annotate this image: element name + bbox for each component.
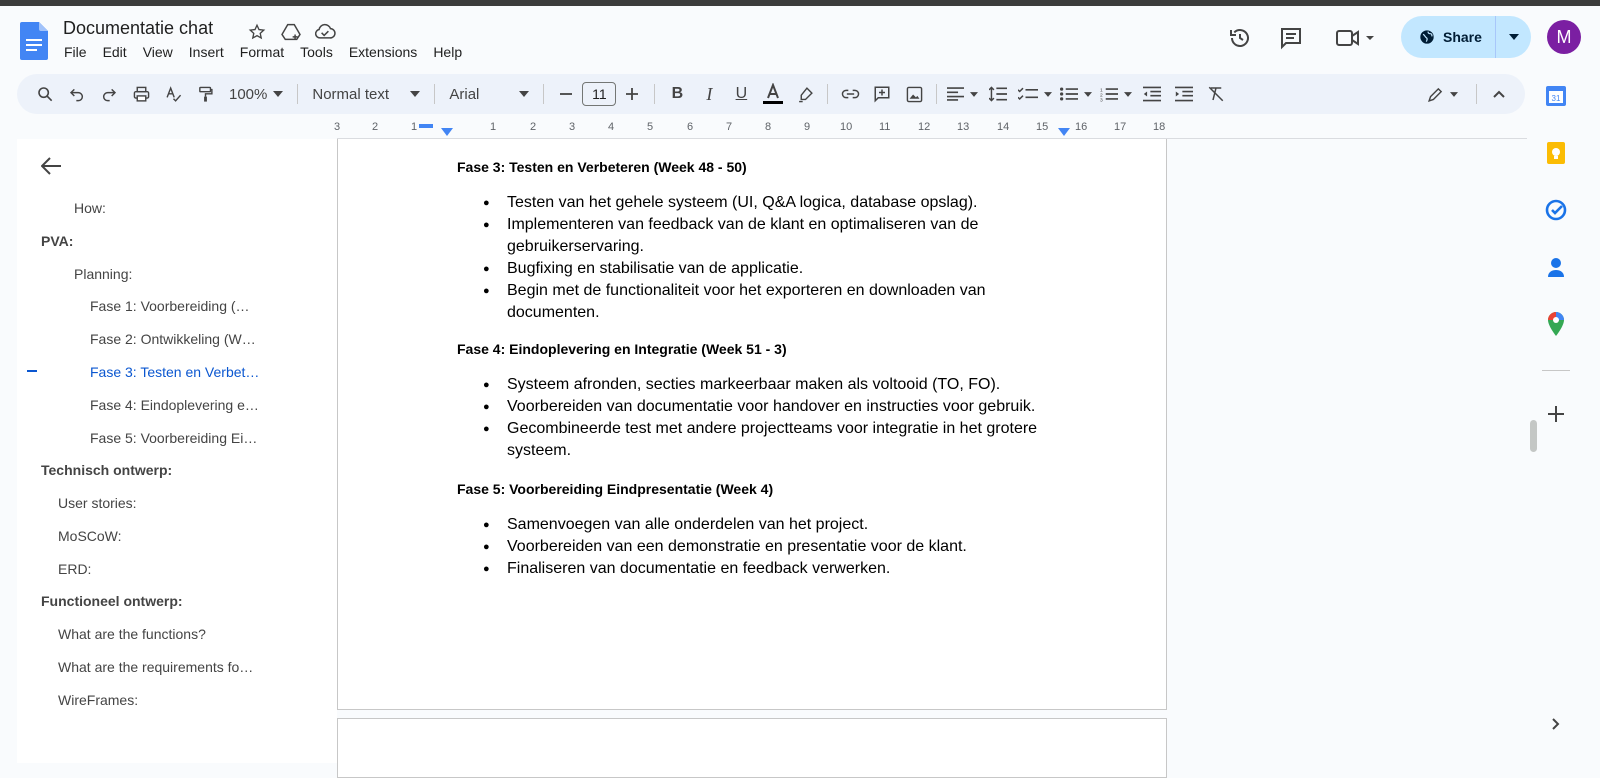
menu-tools[interactable]: Tools xyxy=(300,44,333,60)
chevron-down-icon xyxy=(273,91,283,97)
underline-icon[interactable]: U xyxy=(735,85,748,102)
chevron-down-icon xyxy=(970,92,978,97)
toolbar-divider xyxy=(297,84,298,104)
increase-indent-icon[interactable] xyxy=(1168,78,1200,110)
add-comment-icon[interactable] xyxy=(866,78,898,110)
ruler-tick-label: 2 xyxy=(372,121,379,133)
decrease-font-size-icon[interactable] xyxy=(550,78,582,110)
editing-mode-select[interactable] xyxy=(1423,78,1462,110)
star-icon[interactable] xyxy=(245,20,269,44)
list-item: ● Implementeren van feedback van de klant en optimaliseren van de gebruikerservaring. xyxy=(457,214,1057,258)
ruler-tick-label: 15 xyxy=(1036,121,1049,133)
insert-image-icon[interactable] xyxy=(898,78,930,110)
zoom-value: 100% xyxy=(229,85,268,103)
outline-item[interactable]: Fase 5: Voorbereiding Ei… xyxy=(90,430,258,446)
left-indent-marker[interactable] xyxy=(441,128,453,136)
version-history-icon[interactable] xyxy=(1220,18,1260,58)
line-spacing-icon[interactable] xyxy=(982,78,1014,110)
font-size-input[interactable]: 11 xyxy=(582,82,616,106)
list-item: ● Testen van het gehele systeem (UI, Q&A logica, database opslag). xyxy=(457,192,1057,214)
ruler-tick-label: 10 xyxy=(840,121,853,133)
ruler-tick-label: 1 xyxy=(411,121,418,133)
horizontal-ruler[interactable] xyxy=(334,121,1167,139)
toolbar-divider xyxy=(543,84,544,104)
header xyxy=(0,6,1600,68)
bulleted-list-icon xyxy=(1060,87,1078,101)
maps-icon[interactable] xyxy=(1544,312,1568,336)
document-outline xyxy=(17,139,337,763)
docs-logo-icon[interactable] xyxy=(20,22,48,60)
outline-item-active[interactable]: Fase 3: Testen en Verbet… xyxy=(90,364,260,380)
print-icon[interactable] xyxy=(125,78,157,110)
ruler-tick-label: 2 xyxy=(530,121,537,133)
menu-help[interactable]: Help xyxy=(433,44,463,60)
document-title[interactable]: Documentatie chat xyxy=(63,18,214,38)
outline-item[interactable]: MoSCoW: xyxy=(58,528,122,544)
font-select[interactable] xyxy=(441,78,537,110)
outline-item[interactable]: User stories: xyxy=(58,495,137,511)
meet-icon[interactable] xyxy=(1330,18,1380,58)
share-dropdown-icon[interactable] xyxy=(1496,34,1531,40)
outline-item[interactable]: Fase 4: Eindoplevering e… xyxy=(90,397,259,413)
outline-item[interactable]: What are the requirements fo… xyxy=(58,659,254,675)
share-label: Share xyxy=(1443,29,1482,45)
spellcheck-icon[interactable] xyxy=(157,78,189,110)
list-item: ● Voorbereiden van een demonstratie en presentatie voor de klant. xyxy=(457,536,1057,558)
svg-text:3: 3 xyxy=(1100,98,1104,102)
show-side-panel-icon[interactable] xyxy=(1544,712,1568,736)
list-item: ● Begin met de functionaliteit voor het exporteren en downloaden van documenten. xyxy=(457,280,1057,324)
get-add-ons-icon[interactable] xyxy=(1544,402,1568,426)
outline-item[interactable]: PVA: xyxy=(41,233,74,249)
ruler-tick-label: 3 xyxy=(334,121,341,133)
first-line-indent-marker[interactable] xyxy=(419,124,433,128)
menu-format[interactable]: Format xyxy=(239,44,285,60)
outline-item[interactable]: Technisch ontwerp: xyxy=(41,462,173,478)
close-outline-icon[interactable] xyxy=(41,157,61,180)
numbered-list-select[interactable] xyxy=(1096,78,1136,110)
zoom-select[interactable] xyxy=(221,78,291,110)
ruler-tick-label: 11 xyxy=(879,121,891,133)
undo-icon[interactable] xyxy=(61,78,93,110)
section-heading: Fase 3: Testen en Verbeteren (Week 48 - 50) xyxy=(457,159,747,175)
menu-insert[interactable]: Insert xyxy=(188,44,224,60)
outline-item[interactable]: Fase 1: Voorbereiding (… xyxy=(90,298,250,314)
ruler-tick-label: 17 xyxy=(1114,121,1127,133)
share-button[interactable] xyxy=(1401,16,1531,58)
right-indent-marker[interactable] xyxy=(1058,128,1070,136)
outline-item[interactable]: What are the functions? xyxy=(58,626,206,642)
outline-item[interactable]: ERD: xyxy=(58,561,92,577)
active-outline-marker xyxy=(27,370,37,372)
paint-format-icon[interactable] xyxy=(189,78,221,110)
svg-text:2: 2 xyxy=(1100,93,1104,99)
font-value: Arial xyxy=(449,85,480,103)
redo-icon[interactable] xyxy=(93,78,125,110)
comments-icon[interactable] xyxy=(1271,18,1311,58)
section-heading: Fase 4: Eindoplevering en Integratie (Week 51 - 3) xyxy=(457,341,787,357)
svg-text:31: 31 xyxy=(1551,94,1561,103)
checklist-icon xyxy=(1018,87,1038,101)
document-page[interactable] xyxy=(337,139,1167,710)
style-value: Normal text xyxy=(312,85,390,103)
italic-icon[interactable]: I xyxy=(706,83,713,104)
chevron-down-icon xyxy=(1450,92,1458,97)
pencil-icon xyxy=(1427,86,1444,103)
outline-item[interactable]: Planning: xyxy=(74,266,133,282)
align-left-icon xyxy=(947,87,964,101)
bold-icon[interactable]: B xyxy=(671,85,684,102)
bullet-list xyxy=(457,192,1057,324)
increase-font-size-icon[interactable] xyxy=(616,78,648,110)
collapse-menus-icon[interactable] xyxy=(1483,78,1515,110)
outline-item[interactable]: Fase 2: Ontwikkeling (W… xyxy=(90,331,256,347)
decrease-indent-icon[interactable] xyxy=(1136,78,1168,110)
menu-file[interactable]: File xyxy=(64,44,87,60)
bullet-list xyxy=(457,374,1057,462)
side-panel-divider xyxy=(1542,370,1570,371)
toolbar xyxy=(17,74,1525,114)
toolbar-divider xyxy=(434,84,435,104)
ruler-tick-label: 9 xyxy=(804,121,811,133)
chevron-down-icon xyxy=(1124,92,1132,97)
calendar-icon[interactable] xyxy=(1544,84,1568,108)
numbered-list-icon xyxy=(1100,86,1118,102)
bulleted-list-select[interactable] xyxy=(1056,78,1096,110)
highlight-icon[interactable] xyxy=(789,78,821,110)
move-to-drive-icon[interactable] xyxy=(279,20,303,44)
bullet-list xyxy=(457,514,1057,580)
ruler-tick-label: 14 xyxy=(997,121,1010,133)
outline-item[interactable]: How: xyxy=(74,200,106,216)
toolbar-divider xyxy=(936,84,937,104)
cloud-saved-icon[interactable] xyxy=(313,20,337,44)
ruler-tick-label: 13 xyxy=(957,121,970,133)
outline-item[interactable]: WireFrames: xyxy=(58,692,139,708)
list-item: ● Gecombineerde test met andere projectteams voor integratie in het grotere systeem. xyxy=(457,418,1057,462)
contacts-icon[interactable] xyxy=(1544,255,1568,279)
ruler-tick-label: 16 xyxy=(1075,121,1088,133)
ruler-tick-label: 6 xyxy=(687,121,694,133)
link-icon[interactable] xyxy=(834,78,866,110)
menu-view[interactable]: View xyxy=(142,44,173,60)
ruler-tick-label: 7 xyxy=(726,121,733,133)
toolbar-divider xyxy=(827,84,828,104)
clear-formatting-icon[interactable] xyxy=(1200,78,1232,110)
side-panel xyxy=(1530,78,1600,763)
chevron-down-icon xyxy=(410,91,420,97)
svg-text:1: 1 xyxy=(1100,88,1104,94)
style-select[interactable] xyxy=(304,78,428,110)
ruler-tick-label: 18 xyxy=(1153,121,1166,133)
align-select[interactable] xyxy=(943,78,982,110)
chevron-down-icon xyxy=(1044,92,1052,97)
ruler-tick-label: 3 xyxy=(569,121,576,133)
toolbar-divider xyxy=(654,84,655,104)
list-item: ● Samenvoegen van alle onderdelen van het project. xyxy=(457,514,1057,536)
list-item: ● Bugfixing en stabilisatie van de applicatie. xyxy=(457,258,1057,280)
ruler-tick-label: 8 xyxy=(765,121,772,133)
list-item: ● Voorbereiden van documentatie voor handover en instructies voor gebruik. xyxy=(457,396,1057,418)
outline-item[interactable]: Functioneel ontwerp: xyxy=(41,593,183,609)
checklist-select[interactable] xyxy=(1014,78,1056,110)
section-heading: Fase 5: Voorbereiding Eindpresentatie (Week 4) xyxy=(457,481,774,497)
search-menus-icon[interactable] xyxy=(29,78,61,110)
chevron-down-icon xyxy=(519,91,529,97)
keep-icon[interactable] xyxy=(1544,141,1568,165)
toolbar-divider xyxy=(1476,84,1477,104)
text-color-icon[interactable] xyxy=(757,78,789,110)
list-item: ● Finaliseren van documentatie en feedback verwerken. xyxy=(457,558,1057,580)
ruler-tick-label: 5 xyxy=(647,121,654,133)
ruler-tick-label: 12 xyxy=(918,121,931,133)
menu-edit[interactable]: Edit xyxy=(102,44,127,60)
globe-icon xyxy=(1419,29,1435,45)
ruler-tick-label: 1 xyxy=(490,121,497,133)
tasks-icon[interactable] xyxy=(1544,198,1568,222)
chevron-down-icon xyxy=(1084,92,1092,97)
avatar[interactable]: M xyxy=(1547,20,1581,54)
next-document-page[interactable] xyxy=(337,718,1167,778)
menu-extensions[interactable]: Extensions xyxy=(348,44,418,60)
list-item: ● Systeem afronden, secties markeerbaar maken als voltooid (TO, FO). xyxy=(457,374,1057,396)
menu-bar xyxy=(64,44,478,60)
ruler-tick-label: 4 xyxy=(608,121,615,133)
